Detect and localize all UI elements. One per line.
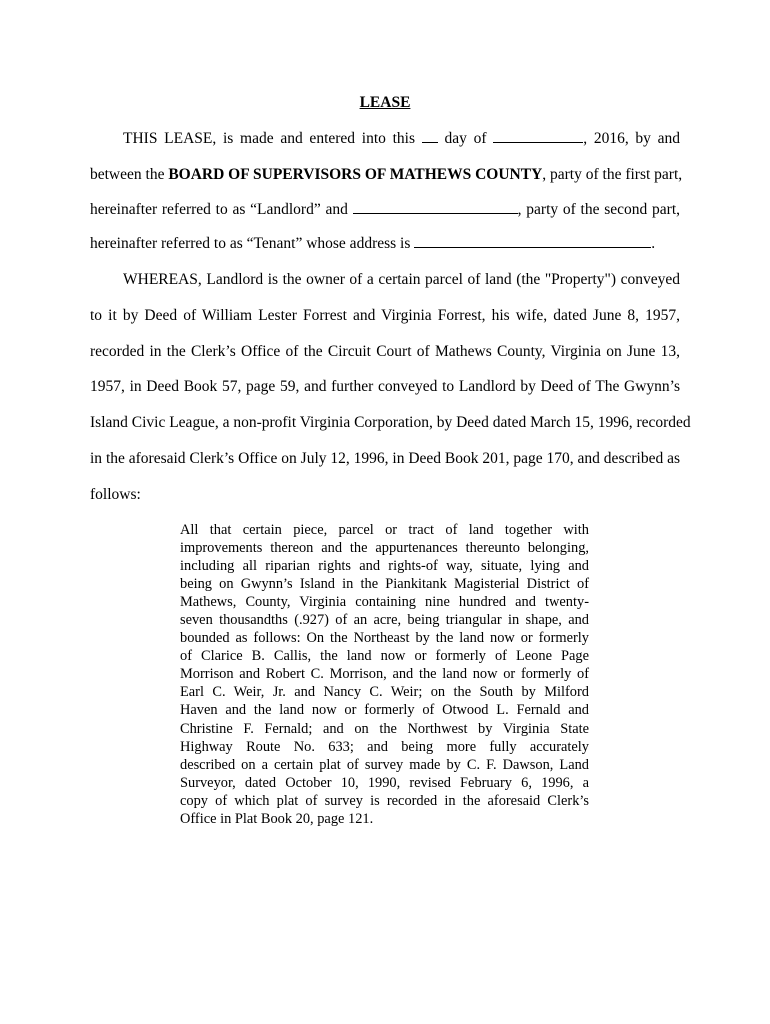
- whereas-line: recorded in the Clerk’s Office of the Circuit Court of Mathews County, Virginia on June 13,: [90, 343, 680, 360]
- intro-text: .: [651, 235, 656, 252]
- legal-description-line: Christine F. Fernald; and on the Northwest by Virginia State: [180, 720, 589, 737]
- legal-description-line: Office in Plat Book 20, page 121.: [180, 810, 374, 827]
- whereas-line: to it by Deed of William Lester Forrest and Virginia Forrest, his wife, dated June 8, 1957,: [90, 307, 680, 324]
- document-title: LEASE: [359, 94, 411, 111]
- intro-text: , party of the second part,: [517, 201, 681, 218]
- legal-description-line: Mathews, County, Virginia containing nine hundred and twenty-: [180, 594, 589, 611]
- legal-description-line: Surveyor, dated October 10, 1990, revised February 6, 1996, a: [180, 774, 589, 791]
- intro-text: , 2016, by and: [583, 130, 681, 147]
- legal-description-line: Morrison and Robert C. Morrison, and the land now or formerly of: [180, 666, 589, 683]
- legal-description-line: improvements thereon and the appurtenances thereunto belonging,: [180, 540, 589, 557]
- legal-description-line: Earl C. Weir, Jr. and Nancy C. Weir; on the South by Milford: [180, 684, 589, 701]
- legal-description-line: Highway Route No. 633; and being more fully accurately: [180, 738, 589, 755]
- intro-text: hereinafter referred to as “Tenant” whose address is: [90, 235, 411, 252]
- legal-description-line: copy of which plat of survey is recorded in the aforesaid Clerk’s: [180, 792, 589, 809]
- legal-description-line: described on a certain plat of survey made by C. F. Dawson, Land: [180, 756, 589, 773]
- intro-text: between the: [90, 166, 165, 183]
- legal-description-line: including all riparian rights and rights-of way, situate, lying and: [180, 558, 589, 575]
- legal-description-line: of Clarice B. Callis, the land now or formerly of Leone Page: [180, 648, 589, 665]
- intro-text: , party of the first part,: [542, 166, 683, 183]
- legal-description-line: Haven and the land now or formerly of Otwood L. Fernald and: [180, 702, 589, 719]
- legal-description-line: being on Gwynn’s Island in the Piankitank Magisterial District of: [180, 576, 589, 593]
- legal-description-line: bounded as follows: On the Northeast by the land now or formerly: [180, 630, 589, 647]
- whereas-line: Island Civic League, a non-profit Virginia Corporation, by Deed dated March 15, 1996, recorded: [90, 414, 691, 431]
- intro-line-2: [90, 165, 683, 185]
- legal-description-line: seven thousandths (.927) of an acre, being triangular in shape, and: [180, 612, 589, 629]
- intro-line-3: [90, 200, 680, 220]
- intro-text: day of: [444, 130, 487, 147]
- intro-text: THIS LEASE, is made and entered into this: [123, 130, 415, 147]
- whereas-line: follows:: [90, 486, 141, 503]
- intro-text: hereinafter referred to as “Landlord” and: [90, 201, 348, 218]
- legal-description-line: All that certain piece, parcel or tract of land together with: [180, 522, 589, 538]
- month-blank-field[interactable]: [493, 129, 583, 143]
- tenant-address-blank-field[interactable]: [414, 234, 651, 248]
- whereas-line: 1957, in Deed Book 57, page 59, and further conveyed to Landlord by Deed of The Gwynn’s: [90, 378, 680, 395]
- intro-line-1: [123, 129, 680, 149]
- second-party-blank-field[interactable]: [353, 200, 518, 214]
- legal-description-block: [180, 521, 589, 828]
- whereas-line: in the aforesaid Clerk’s Office on July 12, 1996, in Deed Book 201, page 170, and described as: [90, 450, 680, 467]
- first-party-name: BOARD OF SUPERVISORS OF MATHEWS COUNTY: [168, 166, 543, 183]
- day-blank-field[interactable]: [422, 129, 438, 143]
- intro-line-4: [90, 234, 680, 254]
- whereas-line: WHEREAS, Landlord is the owner of a certain parcel of land (the "Property") conveyed: [123, 271, 680, 288]
